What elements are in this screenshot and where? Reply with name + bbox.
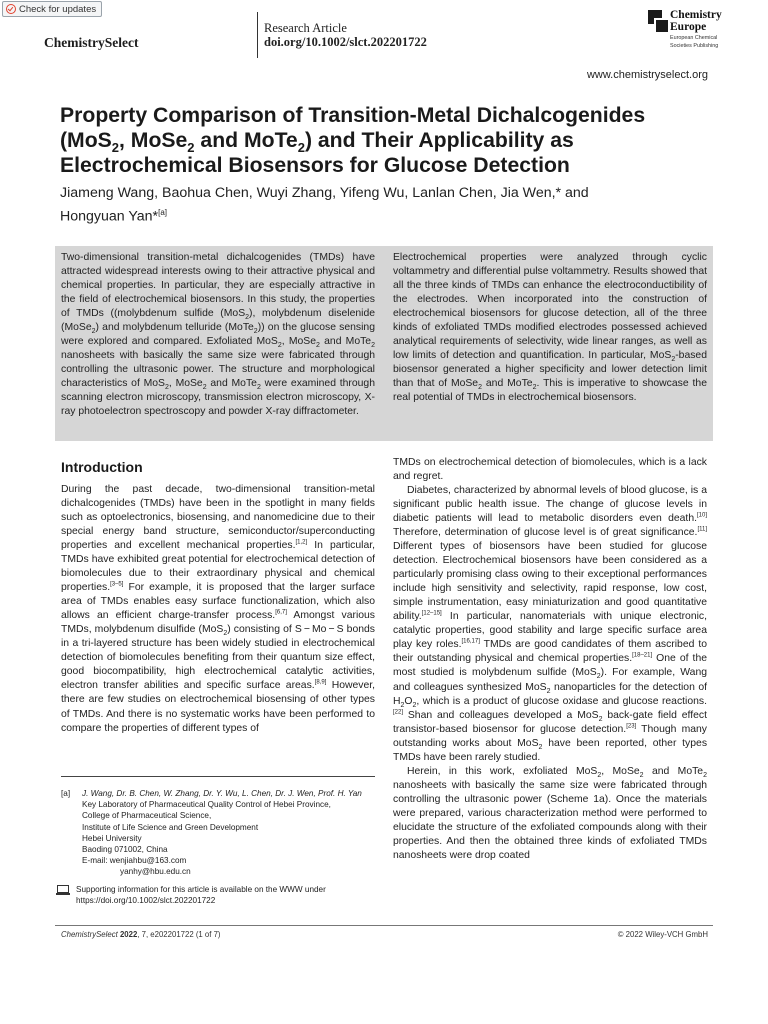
doi-link[interactable]: doi.org/10.1002/slct.202201722: [264, 35, 427, 49]
supporting-information-note: [56, 884, 376, 906]
header-divider: [257, 12, 258, 58]
abstract-right-column: Electrochemical properties were analyzed through cyclic voltammetry and differential pulse voltammetry. Results showed that all the three kinds of TMDs can enhance the electroconductibility of the electrodes. When incorporated into the construction of electrochemical biosensors for glucose detection, all of the three kinds of exfoliated TMDs modified electrodes possessed achieved analytical requirements of selectivity, wide linear ranges, as well as low limits of detection and quantification. In particular, MoS$_2$-based biosensor generated a higher specificity and lower detection limit than that of MoSe$_2$ and MoTe$_2$. This is imperative to showcase the real potential of TMDs in electrochemical biosensors.: [393, 252, 707, 404]
supporting-info-text: Supporting information for this article is available on the WWW under https://doi.org/10.1002/slct.202201722: [76, 885, 326, 906]
journal-name: ChemistrySelect: [44, 35, 139, 50]
article-type: Research Article: [264, 21, 347, 35]
check-for-updates-button[interactable]: [2, 1, 102, 17]
intro-right-column: TMDs on electrochemical detection of biomolecules, which is a lack and regret. Diabetes, characterized by abnormal levels of blood glucose, is a significant public health issue. The change of glucose levels in diabetic patients will lead to metabolic disorders even death.[10] Therefore, determination of glucose level is of great significance.[11] Different types of biosensors have been studied for glucose detection. Electrochemical biosensors have been considered as a particularly promising class owing to their exceptional performances include high sensitivity and selectivity, rapid response, low cost, simple instrumentation, easy miniaturization and good quantitative ability.[12–15] In particular, nanomaterials with unique electronic, catalytic properties, good stability and large specific surface area play key roles.[16,17] TMDs are good candidates of them ascribed to their outstanding physical and chemical properties.[18–21] One of the most studied is molybdenum sulfide (MoS$_2$). For example, Wang and colleagues synthesized MoS$_2$ nanoparticles for the detection of $H_2O_2$, which is a product of glucose oxidase and glucose reactions.[22] Shan and colleagues developed a MoS$_2$ back-gate field effect transistor-based biosensor for glucose detection.[23] Though many outstanding works about MoS$_2$ have been reported, other types TMDs have been rarely studied. Herein, in this work, exfoliated MoS$_2$, MoSe$_2$ and MoTe$_2$ nanosheets with basically the same size were fabricated through controlling the ultrasonic power (Scheme 1a). Once the materials were prepared, various characterization method were performed to elucidate the structure of the exfoliated compounds along with their properties. And then the obtained three kinds of exfoliated TMDs nanosheets were drop coated: [393, 457, 708, 861]
footnote-divider: [61, 776, 375, 777]
chemistry-europe-logo-icon: [648, 10, 666, 32]
article-title: Property Comparison of Transition-Metal Dichalcogenides (MoS$_2$, MoSe$_2$ and MoTe$_2$) and Their Applicability as Electrochemical Biosensors for Glucose Detection: [60, 104, 646, 177]
copyright-notice: © 2022 Wiley-VCH GmbH: [617, 930, 708, 939]
footnote-tag: [a]: [61, 789, 71, 798]
author-list: Jiameng Wang, Baohua Chen, Wuyi Zhang, Yifeng Wu, Lanlan Chen, Jia Wen,* and Hongyuan Yan*[a]: [60, 185, 589, 225]
publisher-tagline-line2: Societies Publishing: [670, 43, 719, 50]
publisher-name-line2: Europe: [670, 20, 707, 33]
journal-website-link[interactable]: www.chemistryselect.org: [586, 69, 708, 81]
check-updates-icon: [6, 4, 16, 14]
chemistry-europe-logo: [648, 10, 722, 49]
intro-left-column: During the past decade, two-dimensional transition-metal dichalcogenides (TMDs) have been in the spotlight in many fields such as optoelectronics, biosensing, and nanomedicine due to their special energy band structure, semiconductor/superconducting properties and excellent mechanical properties.[1,2] In particular, TMDs have exhibited great potential for electrochemical detection of biomolecules due to their extraordinary physical and chemical properties.[3–5] For example, it is proposed that the larger surface area of TMDs enables easy surface functionalization, which also allows an efficient charge-transfer process.[6,7] Amongst various TMDs, molybdenum disulfide (MoS$_2$) consisting of S − Mo − S bonds in a tri-layered structure has been widely studied in electrochemical detection of biomolecules benefiting from their quantum size effect, good biocompatibility, high electrochemical catalytic activities, electron transfer abilities and specific surface areas.[8,9] However, there are few studies on electrochemical biosensing of other types of TMDs. And there is no systematic works have been performed to compare the properties of different types of: [61, 484, 376, 734]
affiliation-footnote: [a] J. Wang, Dr. B. Chen, W. Zhang, Dr. Y. Wu, L. Chen, Dr. J. Wen, Prof. H. Yan Key Laboratory of Pharmaceutical Quality Control of Hebei Province, College of Pharmaceutical Science, Institute of Life Science and Green Development Hebei University Baoding 071002, China E-mail: wenjiahbu@163.com yanhy@hbu.edu.cn: [61, 788, 375, 878]
section-heading-introduction: Introduction: [61, 459, 143, 475]
computer-icon: [56, 885, 70, 895]
author-email-2[interactable]: yanhy@hbu.edu.cn: [120, 867, 191, 877]
abstract-left-column: Two-dimensional transition-metal dichalcogenides (TMDs) have attracted widespread interests owing to their attractive physical and chemical properties. In particular, they are especially attractive in the field of electrochemical biosensors. In this study, the properties of TMDs ((molybdenum sulfide (MoS$_2$), molybdenum diselenide (MoSe$_2$) and molybdenum telluride (MoTe$_2$)) on the glucose sensing were explored and compared. Exfoliated MoS$_2$, MoSe$_2$ and MoTe$_2$ nanosheets with basically the same size were fabricated through controlling the ultrasonic power. The structure and morphological characteristics of MoS$_2$, MoSe$_2$ and MoTe$_2$ were examined through scanning electron microscopy, transmission electron microscopy, X-ray photoelectron spectroscopy and powder X-ray diffractometer.: [61, 252, 375, 418]
check-updates-label: Check for updates: [19, 3, 97, 15]
publisher-tagline-line1: European Chemical: [670, 35, 718, 41]
page-footer-citation: ChemistrySelect 2022, 7, e202201722 (1 of 7): [61, 930, 221, 939]
footer-divider: [55, 925, 713, 926]
footnote-authors: J. Wang, Dr. B. Chen, W. Zhang, Dr. Y. Wu, L. Chen, Dr. J. Wen, Prof. H. Yan: [82, 789, 362, 798]
author-email[interactable]: E-mail: wenjiahbu@163.com: [82, 856, 187, 866]
publisher-name-line1: Chemistry: [670, 9, 722, 21]
